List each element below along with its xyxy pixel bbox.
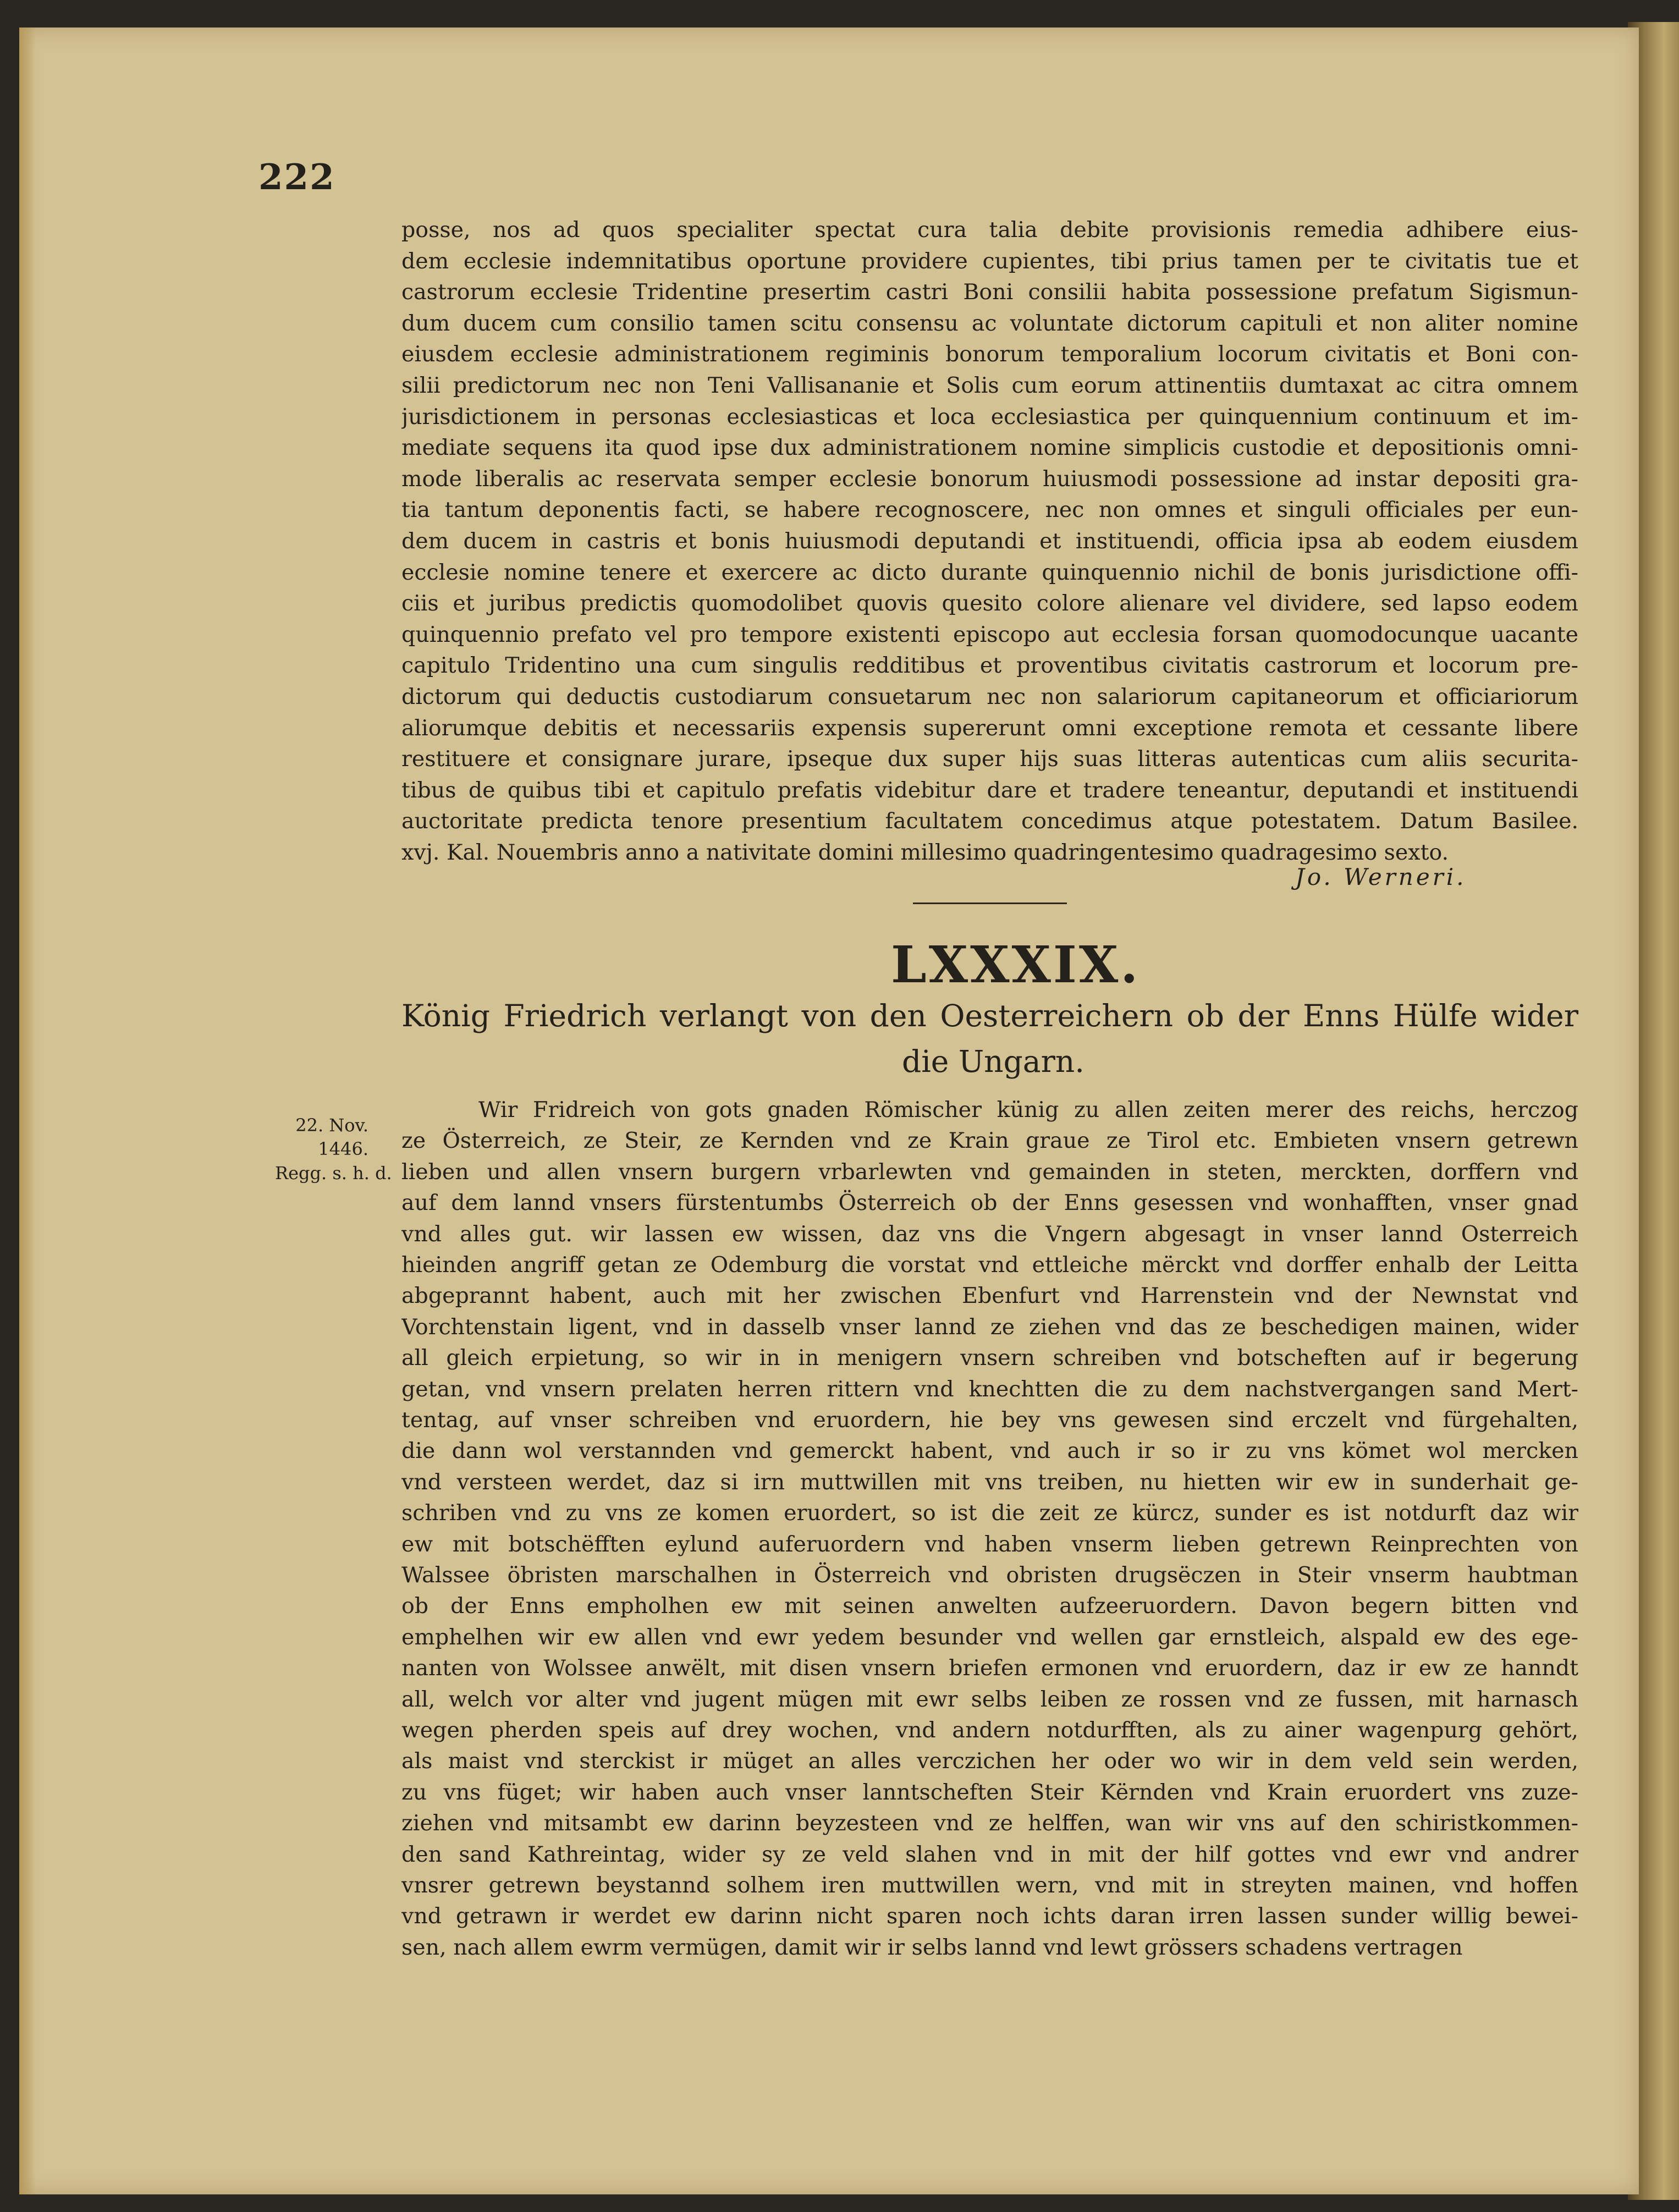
document-body-line: all, welch vor alter vnd jugent mügen mit ewr selbs leiben ze rossen vnd ze fussen, mit harnasch — [401, 1686, 1578, 1712]
document-body-line: den sand Kathreintag, wider sy ze veld slahen vnd in mit der hilf gottes vnd ewr vnd andrer — [401, 1841, 1578, 1867]
previous-document-line: castrorum ecclesie Tridentine presertim castri Boni consilii habita possessione prefatum Sigismun- — [401, 279, 1578, 305]
document-body-line: vnd versteen werdet, daz si irn muttwillen mit vns treiben, nu hietten wir ew in sunderhait ge- — [401, 1469, 1578, 1495]
previous-document-line: tia tantum deponentis facti, se habere recognoscere, nec non omnes et singuli officiales per eun- — [401, 497, 1578, 523]
document-body-line: ew mit botschëfften eylund auferuordern vnd haben vnserm lieben getrewn Reinprechten von — [401, 1531, 1578, 1557]
previous-document-line: dem ducem in castris et bonis huiusmodi deputandi et instituendi, officia ipsa ab eodem eiusdem — [401, 529, 1578, 554]
previous-document-line: posse, nos ad quos specialiter spectat cura talia debite provisionis remedia adhibere eius- — [401, 217, 1578, 243]
document-body-line: zu vns füget; wir haben auch vnser lanntscheften Steir Kërnden vnd Krain eruordert vns zuze- — [401, 1779, 1578, 1805]
page-number: 222 — [258, 157, 335, 198]
margin-reference: Regg. s. h. d. — [275, 1163, 392, 1184]
page-edge-shadow — [19, 27, 36, 2194]
document-body-line: emphelhen wir ew allen vnd ewr yedem besunder vnd wellen gar ernstleich, alspald ew des ege- — [401, 1624, 1578, 1650]
document-body-line: nanten von Wolssee anwëlt, mit disen vnsern briefen ermonen vnd eruordern, daz ir ew ze hanndt — [401, 1655, 1578, 1681]
document-body-line: schriben vnd zu vns ze komen eruordert, so ist die zeit ze kürcz, sunder es ist notdurft daz wir — [401, 1500, 1578, 1526]
document-number: LXXXIX. — [891, 935, 1141, 994]
previous-document-line: ciis et juribus predictis quomodolibet quovis quesito colore alienare vel dividere, sed lapso eodem — [401, 591, 1578, 617]
previous-document-line: mode liberalis ac reservata semper ecclesie bonorum huiusmodi possessione ad instar depositi gra- — [401, 466, 1578, 492]
previous-document-line: quinquennio prefato vel pro tempore existenti episcopo aut ecclesia forsan quomodocunque uacante — [401, 621, 1578, 647]
document-body-line: auf dem lannd vnsers fürstentumbs Österreich ob der Enns gesessen vnd wonhafften, vnser gnad — [401, 1190, 1578, 1216]
document-body-line: vnd alles gut. wir lassen ew wissen, daz vns die Vngern abgesagt in vnser lannd Osterreich — [401, 1221, 1578, 1247]
previous-document-line: aliorumque debitis et necessariis expensis supererunt omni exceptione remota et cessante libere — [401, 715, 1578, 741]
document-body-line: Vorchtenstain ligent, vnd in dasselb vnser lannd ze ziehen vnd das ze beschedigen mainen, wider — [401, 1314, 1578, 1340]
previous-document-line: auctoritate predicta tenore presentium facultatem concedimus atque potestatem. Datum Basilee. — [401, 808, 1578, 834]
previous-document-line: restituere et consignare jurare, ipseque dux super hijs suas litteras autenticas cum aliis securita- — [401, 746, 1578, 772]
previous-document-line: eiusdem ecclesie administrationem regiminis bonorum temporalium locorum civitatis et Boni con- — [401, 342, 1578, 367]
document-body-line: Wir Fridreich von gots gnaden Römischer künig zu allen zeiten merer des reichs, herczog — [478, 1097, 1578, 1122]
previous-document-line: capitulo Tridentino una cum singulis redditibus et proventibus civitatis castrorum et locorum pre- — [401, 653, 1578, 679]
previous-document-line: dum ducem cum consilio tamen scitu consensu ac voluntate dictorum capituli et non aliter nomine — [401, 310, 1578, 336]
document-body-line: sen, nach allem ewrm vermügen, damit wir ir selbs lannd vnd lewt grössers schadens vertragen — [401, 1934, 1463, 1960]
section-divider — [913, 903, 1067, 904]
previous-document-line: mediate sequens ita quod ipse dux administrationem nomine simplicis custodie et depositionis omni- — [401, 435, 1578, 461]
document-body-line: vnsrer getrewn beystannd solhem iren muttwillen wern, vnd mit in streyten mainen, vnd hoffen — [401, 1873, 1578, 1898]
document-body-line: getan, vnd vnsern prelaten herren rittern vnd knechtten die zu dem nachstvergangen sand Mert- — [401, 1376, 1578, 1402]
previous-document-line: jurisdictionem in personas ecclesiasticas et loca ecclesiastica per quinquennium continuum et im- — [401, 404, 1578, 430]
document-body-line: die dann wol verstannden vnd gemerckt habent, vnd auch ir so ir zu vns kömet wol mercken — [401, 1438, 1578, 1464]
previous-document-line: tibus de quibus tibi et capitulo prefatis videbitur dare et tradere teneantur, deputandi et instituendi — [401, 777, 1578, 803]
margin-year: 1446. — [318, 1138, 368, 1159]
document-body-line: ze Österreich, ze Steir, ze Kernden vnd ze Krain graue ze Tirol etc. Embieten vnsern getrewn — [401, 1128, 1578, 1154]
previous-document-line: xvj. Kal. Nouembris anno a nativitate domini millesimo quadringentesimo quadragesimo sexto. — [401, 840, 1449, 865]
document-body-line: vnd getrawn ir werdet ew darinn nicht sparen noch ichts daran irren lassen sunder willig bewei- — [401, 1903, 1578, 1929]
document-title-line-1: König Friedrich verlangt von den Oesterreichern ob der Enns Hülfe wider — [401, 998, 1578, 1033]
document-body-line: abgeprannt habent, auch mit her zwischen Ebenfurt vnd Harrenstein vnd der Newnstat vnd — [401, 1283, 1578, 1309]
document-body-line: all gleich erpietung, so wir in in menigern vnsern schreiben vnd botscheften auf ir begerung — [401, 1345, 1578, 1371]
document-body-line: tentag, auf vnser schreiben vnd eruordern, hie bey vns gewesen sind erczelt vnd fürgehalten, — [401, 1407, 1578, 1433]
document-body-line: Walssee öbristen marschalhen in Österreich vnd obristen drugsëczen in Steir vnserm haubtman — [401, 1562, 1578, 1588]
previous-document-line: dem ecclesie indemnitatibus oportune providere cupientes, tibi prius tamen per te civitatis tue et — [401, 248, 1578, 274]
previous-document-line: dictorum qui deductis custodiarum consuetarum nec non salariorum capitaneorum et officiariorum — [401, 684, 1578, 709]
document-body-line: wegen pherden speis auf drey wochen, vnd andern notdurfften, als zu ainer wagenpurg gehört, — [401, 1718, 1578, 1743]
document-body-line: ob der Enns empholhen ew mit seinen anwelten aufzeeruordern. Davon begern bitten vnd — [401, 1593, 1578, 1619]
document-body-line: als maist vnd sterckist ir müget an alles verczichen her oder wo wir in dem veld sein werden, — [401, 1748, 1578, 1774]
document-body-line: hieinden angriff getan ze Odemburg die vorstat vnd ettleiche mërckt vnd dorffer enhalb der Leitta — [401, 1252, 1578, 1278]
signature: Jo. Werneri. — [1295, 863, 1467, 890]
previous-document-line: silii predictorum nec non Teni Vallisananie et Solis cum eorum attinentiis dumtaxat ac citra omnem — [401, 373, 1578, 398]
document-title-line-2: die Ungarn. — [902, 1044, 1085, 1079]
document-body-line: ziehen vnd mitsambt ew darinn beyzesteen vnd ze helffen, wan wir vns auf den schiristkommen- — [401, 1811, 1578, 1836]
previous-document-line: ecclesie nomine tenere et exercere ac dicto durante quinquennio nichil de bonis jurisdictione offi- — [401, 559, 1578, 585]
margin-date: 22. Nov. — [295, 1115, 368, 1136]
document-body-line: lieben und allen vnsern burgern vrbarlewten vnd gemainden in steten, merckten, dorffern vnd — [401, 1159, 1578, 1185]
